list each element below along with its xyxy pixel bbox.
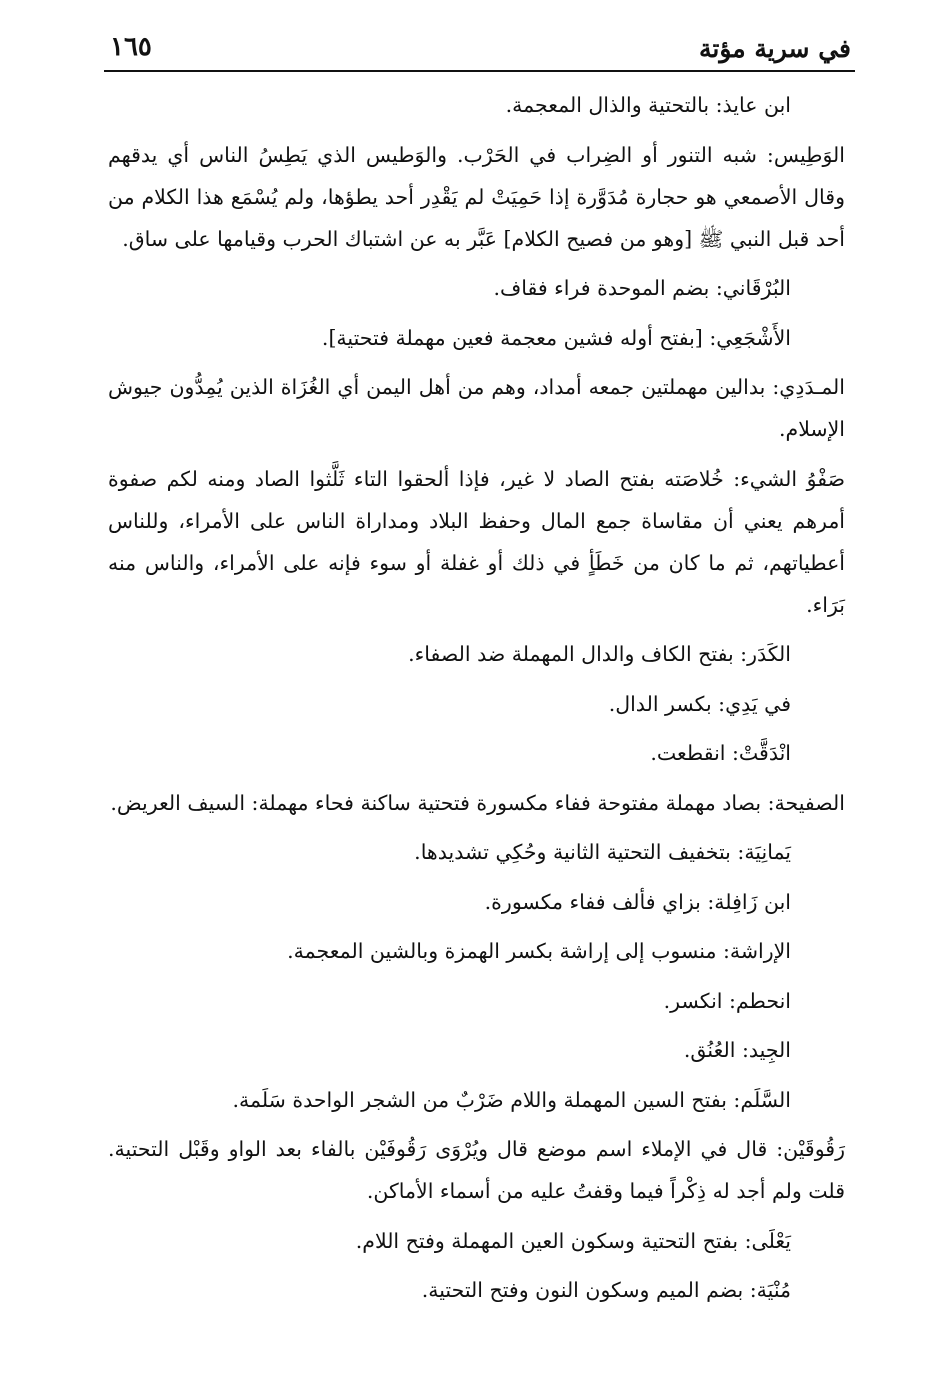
glossary-entry: انْدَقَّتْ: انقطعت.: [650, 741, 791, 765]
page-number: ١٦٥: [110, 32, 152, 62]
glossary-entry: يَعْلَى: بفتح التحتية وسكون العين المهملة وفتح اللام.: [355, 1228, 791, 1253]
page-header: [110, 28, 851, 68]
glossary-entry: صَفْوُ الشيء: خُلاصَته بفتح الصاد لا غير، فإذا ألحقوا التاء ثَلَّثوا الصاد ومنه لكم صفوة أمرهم يعني أن مقاساة جمع المال وحفظ البلاد ومداراة الناس على الأمراء، وللناس أعطياتهم، ثم ما كان من خَطَأٍ في ذلك أو غفلة أو سوء فإنه على الأمراء، والناس منه بَرَاء.: [108, 466, 845, 617]
glossary-entry: الجِيد: العُنُق.: [683, 1038, 791, 1062]
glossary-entry: مُنْيَة: بضم الميم وسكون النون وفتح التحتية.: [421, 1278, 791, 1302]
glossary-entry: الصفيحة: بصاد مهملة مفتوحة ففاء مكسورة فتحتية ساكنة فحاء مهملة: السيف العريض.: [110, 790, 845, 815]
glossary-entry: يَمانِيَة: بتخفيف التحتية الثانية وحُكِي تشديدها.: [414, 840, 791, 864]
glossary-entry: ابن عايذ: بالتحتية والذال المعجمة.: [505, 93, 791, 117]
glossary-entry: الأَشْجَعِي: [بفتح أوله فشين معجمة فعين مهملة فتحتية].: [321, 325, 791, 350]
glossary-entry: البُرْقَاني: بضم الموحدة فراء فقاف.: [493, 276, 791, 300]
glossary-entry: الوَطِيس: شبه التنور أو الضِراب في الحَرْب. والوَطيس الذي يَطِسُ الناس أي يدقهم وقال الأصمعي هو حجارة مُدَوَّرة إذا حَمِيَتْ لم يَقْدِر أحد يطؤها، ولم يُسْمَع هذا الكلام من أحد قبل النبي ﷺ [وهو من فصيح الكلام] عَبَّر به عن اشتباك الحرب وقيامها على ساق.: [108, 142, 845, 251]
glossary-entry: السَّلَم: بفتح السين المهملة واللام ضَرْبٌ من الشجر الواحدة سَلَمة.: [232, 1087, 791, 1112]
glossary-entry: رَقُوقَيْن: قال في الإملاء اسم موضع قال ويُرْوَى رَقُوفَيْن بالفاء بعد الواو وقَبْل التحتية. قلت ولم أجد له ذِكْراً فيما وقفتُ عليه من أسماء الأماكن.: [108, 1137, 845, 1203]
glossary-entry: الكَدَر: بفتح الكاف والدال المهملة ضد الصفاء.: [408, 642, 791, 666]
header-divider: [104, 70, 855, 72]
glossary-entry: انحطم: انكسر.: [663, 988, 791, 1013]
glossary-entry: المـدَدِي: بدالين مهملتين جمعه أمداد، وهم من أهل اليمن أي الغُزَاة الذين يُمِدُّون جيوش الإسلام.: [108, 375, 845, 441]
glossary-entry: ابن زَافِلة: بزاي فألف ففاء مكسورة.: [484, 889, 791, 914]
running-title: في سرية مؤتة: [699, 34, 851, 63]
glossary-body: [108, 84, 845, 1319]
glossary-entry: في يَدِي: بكسر الدال.: [608, 691, 791, 716]
glossary-entry: الإراشة: منسوب إلى إراشة بكسر الهمزة وبالشين المعجمة.: [287, 939, 791, 963]
